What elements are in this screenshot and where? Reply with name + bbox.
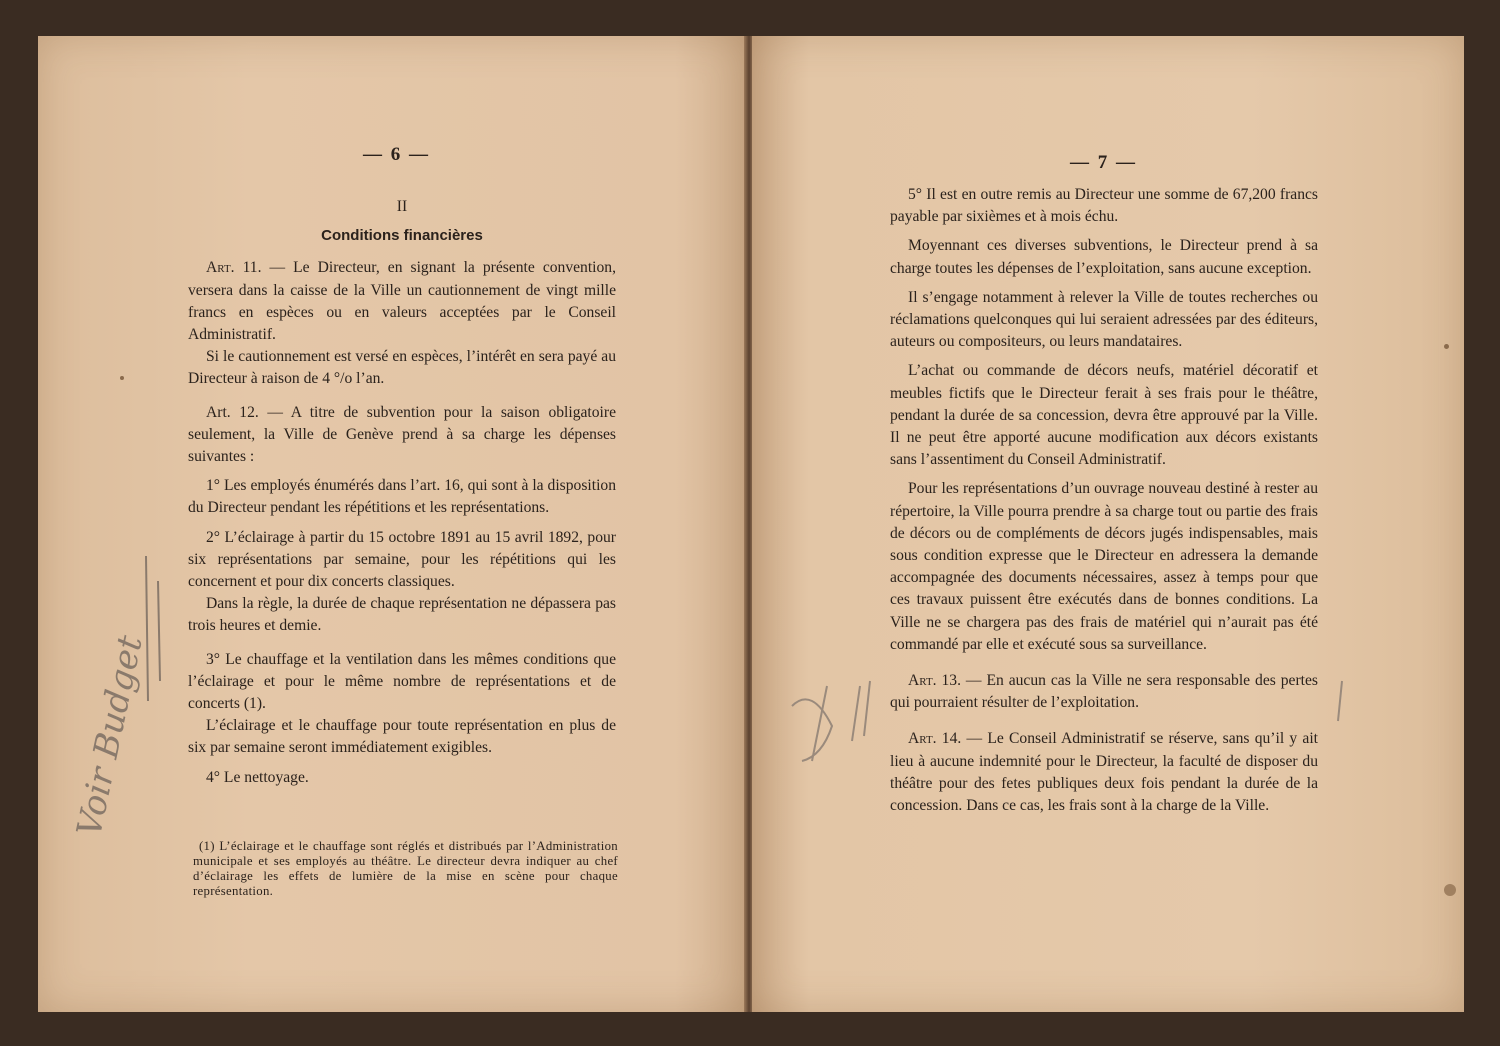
item-2: 2° L’éclairage à partir du 15 octobre 1891 au 15 avril 1892, pour six représentations par semaine, pour les répétitions qui les concernent et pour dix concerts classiques. — [188, 528, 616, 591]
article-14-text: — Le Conseil Administratif se réserve, sans qu’il y ait lieu à aucune indemnité pour le Directeur, la faculté de disposer du théâtre pour des fetes publiques deux fois pendant la durée de la concession. Dans ce cas, les frais sont à la charge de la Ville. — [890, 730, 1318, 815]
article-11-text: — Le Directeur, en signant la présente convention, versera dans la caisse de la Ville un cautionnement de vingt mille francs en espèces ou en valeurs acceptées par le Conseil Administratif. — [188, 259, 617, 344]
article-14 — [890, 728, 1318, 817]
item-4: 4° Le nettoyage. — [206, 768, 309, 786]
margin-bracket-marks — [138, 551, 168, 711]
item-1: 1° Les employés énumérés dans l’art. 16, qui sont à la disposition du Directeur pendant les répétitions et les représentations. — [188, 477, 616, 517]
article-13-text: — En aucun cas la Ville ne sera responsable des pertes qui pourraient résulter de l’exploitation. — [890, 672, 1318, 712]
right-page-body — [890, 184, 1318, 824]
article-11-paragraph-2: Si le cautionnement est versé en espèces, l’intérêt en sera payé au Directeur à raison de 4 °/o l’an. — [188, 348, 616, 388]
left-page-body — [188, 196, 616, 796]
margin-cross-mark — [782, 666, 872, 776]
section-title: Conditions financières — [321, 227, 483, 245]
page-number-6: — 6 — — [363, 144, 430, 165]
paragraph-engagement: Il s’engage notamment à relever la Ville de toutes recherches ou réclamations quelconques qui lui seraient adressées par des éditeurs, auteurs ou compositeurs, ou leurs mandataires. — [890, 288, 1318, 351]
margin-tick-mark — [1332, 676, 1352, 726]
article-13-label: Art. 13. — [908, 672, 961, 690]
margin-handwriting: Voir Budget — [69, 632, 151, 840]
paragraph-moyennant: Moyennant ces diverses subventions, le Directeur prend à sa charge toutes les dépenses de l’exploitation, sans aucune exception. — [890, 237, 1318, 277]
paper-spot — [1444, 344, 1449, 349]
footnote-text: (1) L’éclairage et le chauffage sont réglés et distribués par l’Administration municipale et ses employés au théâtre. Le directeur devra indiquer au chef d’éclairage les effets de lumière de la mise en scène pour chaque représentation. — [193, 839, 618, 898]
right-page — [752, 36, 1464, 1012]
item-3: 3° Le chauffage et la ventilation dans les mêmes conditions que l’éclairage et pour le même nombre de représentations et de concerts (1). — [188, 650, 616, 713]
article-14-label: Art. 14. — [908, 730, 962, 748]
item-5: 5° Il est en outre remis au Directeur une somme de 67,200 francs payable par sixièmes et à mois échu. — [890, 186, 1318, 226]
article-11-label: Art. 11. — [206, 259, 262, 277]
paragraph-achat: L’achat ou commande de décors neufs, matériel décoratif et meubles fictifs que le Directeur ferait à ses frais pour le théâtre, pendant la durée de sa concession, devra être approuvé par la Ville. Il ne peut être apporté aucune modification aux décors existants sans l’assentiment du Conseil Administratif. — [890, 362, 1318, 469]
article-13 — [890, 670, 1318, 714]
footnote — [193, 839, 618, 899]
section-number: II — [396, 198, 408, 215]
paper-spot — [120, 376, 124, 380]
left-page — [38, 36, 746, 1012]
item-3-paragraph-2: L’éclairage et le chauffage pour toute représentation en plus de six par semaine seront immédiatement exigibles. — [188, 717, 616, 757]
paragraph-representations: Pour les représentations d’un ouvrage nouveau destiné à rester au répertoire, la Ville pourra prendre à sa charge tout ou partie des frais de décors ou de compléments de décors jugés indispensables, mais sous condition expresse que le Directeur en adressera la demande accompagnée des documents nécessaires, assez à temps pour que ces travaux puissent être exécutés dans de bonnes conditions. La Ville ne se chargera pas des frais de matériel qui n’aurait pas été commandé par elle et exécuté sous sa surveillance. — [890, 480, 1318, 653]
article-12: Art. 12. — A titre de subvention pour la saison obligatoire seulement, la Ville de Genève prend à sa charge les dépenses suivantes : — [188, 403, 616, 466]
item-2-paragraph-2: Dans la règle, la durée de chaque représentation ne dépassera pas trois heures et demie. — [188, 595, 616, 635]
page-number-7: — 7 — — [1070, 152, 1137, 173]
paper-spot — [1444, 884, 1456, 896]
article-11 — [188, 257, 616, 346]
